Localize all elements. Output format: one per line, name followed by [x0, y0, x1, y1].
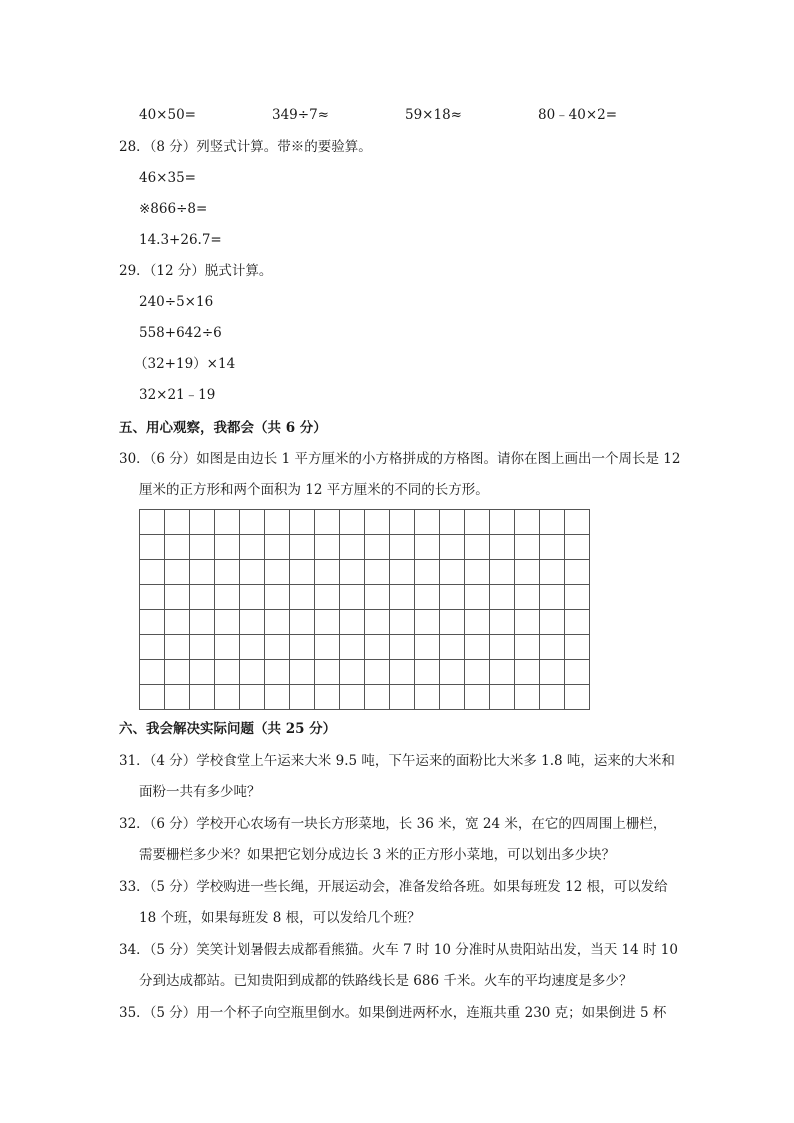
q29-title: 29．（12 分）脱式计算。 [119, 263, 273, 279]
grid-cell[interactable] [340, 635, 365, 660]
grid-cell[interactable] [515, 635, 540, 660]
q33-line-2: 18 个班，如果每班发 8 根，可以发给几个班？ [139, 910, 421, 926]
q33-line-1: 33．（5 分）学校购进一些长绳，开展运动会，准备发给各班。如果每班发 12 根，可以发给 [119, 879, 668, 895]
grid-cell[interactable] [390, 635, 415, 660]
grid-cell[interactable] [340, 510, 365, 535]
grid-cell[interactable] [140, 660, 165, 685]
grid-cell[interactable] [515, 560, 540, 585]
grid-cell[interactable] [290, 685, 315, 710]
grid-cell[interactable] [390, 560, 415, 585]
grid-cell[interactable] [440, 510, 465, 535]
grid-cell[interactable] [540, 635, 565, 660]
grid-cell[interactable] [415, 660, 440, 685]
grid-cell[interactable] [140, 585, 165, 610]
grid-cell[interactable] [190, 610, 215, 635]
grid-cell[interactable] [390, 660, 415, 685]
grid-cell[interactable] [215, 610, 240, 635]
grid-cell[interactable] [315, 560, 340, 585]
grid-cell[interactable] [540, 535, 565, 560]
q32-line-2: 需要栅栏多少米？如果把它划分成边长 3 米的正方形小菜地，可以划出多少块？ [139, 847, 616, 863]
grid-cell[interactable] [490, 535, 515, 560]
grid-cell[interactable] [540, 585, 565, 610]
grid-cell[interactable] [240, 660, 265, 685]
grid-cell[interactable] [165, 560, 190, 585]
grid-cell[interactable] [490, 585, 515, 610]
q29-item-3: （32+19）×14 [134, 356, 236, 372]
grid-cell[interactable] [565, 685, 590, 710]
grid-cell[interactable] [440, 585, 465, 610]
grid-cell[interactable] [265, 510, 290, 535]
section-6-heading: 六、我会解决实际问题（共 25 分） [119, 721, 337, 737]
calc-item-4: 80﹣40×2= [538, 107, 618, 123]
grid-cell[interactable] [415, 685, 440, 710]
grid-cell[interactable] [415, 635, 440, 660]
grid-cell[interactable] [565, 560, 590, 585]
grid-cell[interactable] [565, 510, 590, 535]
grid-cell[interactable] [240, 585, 265, 610]
grid-cell[interactable] [390, 585, 415, 610]
q31-line-2: 面粉一共有多少吨？ [139, 784, 261, 800]
grid-cell[interactable] [365, 660, 390, 685]
grid-cell[interactable] [365, 610, 390, 635]
calc-item-1: 40×50= [139, 107, 196, 123]
grid-cell[interactable] [415, 585, 440, 610]
q32-line-1: 32．（6 分）学校开心农场有一块长方形菜地，长 36 米，宽 24 米，在它的四周围上栅栏， [119, 816, 667, 832]
grid-cell[interactable] [440, 660, 465, 685]
grid-cell[interactable] [315, 510, 340, 535]
grid-cell[interactable] [415, 510, 440, 535]
calc-item-3: 59×18≈ [405, 107, 462, 123]
grid-cell[interactable] [265, 660, 290, 685]
grid-cell[interactable] [440, 610, 465, 635]
grid-cell[interactable] [490, 685, 515, 710]
grid-cell[interactable] [215, 685, 240, 710]
grid-cell[interactable] [315, 635, 340, 660]
grid-cell[interactable] [315, 685, 340, 710]
grid-cell[interactable] [240, 685, 265, 710]
grid-cell[interactable] [315, 660, 340, 685]
q29-item-1: 240÷5×16 [139, 294, 214, 310]
q34-line-1: 34．（5 分）笑笑计划暑假去成都看熊猫。火车 7 时 10 分准时从贵阳站出发，当天 14 时 10 [119, 942, 678, 958]
q29-item-4: 32×21﹣19 [139, 387, 216, 403]
grid-cell[interactable] [190, 585, 215, 610]
grid-cell[interactable] [265, 560, 290, 585]
grid-cell[interactable] [265, 535, 290, 560]
grid-cell[interactable] [440, 685, 465, 710]
grid-cell[interactable] [265, 585, 290, 610]
grid-cell[interactable] [540, 610, 565, 635]
grid-cell[interactable] [140, 510, 165, 535]
grid-cell[interactable] [140, 560, 165, 585]
grid-cell[interactable] [540, 510, 565, 535]
grid-cell[interactable] [240, 560, 265, 585]
grid-cell[interactable] [540, 685, 565, 710]
grid-cell[interactable] [365, 585, 390, 610]
grid-cell[interactable] [340, 585, 365, 610]
grid-cell[interactable] [465, 535, 490, 560]
grid-cell[interactable] [215, 560, 240, 585]
grid-cell[interactable] [165, 660, 190, 685]
grid-cell[interactable] [390, 610, 415, 635]
q28-item-3: 14.3+26.7= [139, 232, 222, 248]
grid-cell[interactable] [215, 510, 240, 535]
grid-cell[interactable] [465, 510, 490, 535]
grid-cell[interactable] [465, 585, 490, 610]
grid-cell[interactable] [390, 510, 415, 535]
grid-cell[interactable] [515, 510, 540, 535]
grid-cell[interactable] [490, 635, 515, 660]
q34-line-2: 分到达成都站。已知贵阳到成都的铁路线长是 686 千米。火车的平均速度是多少？ [139, 973, 633, 989]
grid-cell[interactable] [215, 535, 240, 560]
grid-cell[interactable] [490, 660, 515, 685]
grid-cell[interactable] [365, 560, 390, 585]
grid-cell[interactable] [265, 685, 290, 710]
grid-cell[interactable] [315, 535, 340, 560]
grid-cell[interactable] [490, 510, 515, 535]
grid-cell[interactable] [290, 610, 315, 635]
grid-cell[interactable] [290, 560, 315, 585]
grid-cell[interactable] [240, 610, 265, 635]
grid-cell[interactable] [190, 660, 215, 685]
grid-cell[interactable] [440, 535, 465, 560]
grid-cell[interactable] [315, 610, 340, 635]
grid-cell[interactable] [165, 685, 190, 710]
grid-cell[interactable] [290, 535, 315, 560]
grid-cell[interactable] [190, 560, 215, 585]
calc-item-2: 349÷7≈ [272, 107, 329, 123]
grid-cell[interactable] [340, 660, 365, 685]
grid-cell[interactable] [465, 685, 490, 710]
grid-cell[interactable] [490, 610, 515, 635]
grid-cell[interactable] [565, 610, 590, 635]
q35-line-1: 35．（5 分）用一个杯子向空瓶里倒水。如果倒进两杯水，连瓶共重 230 克；如果倒进 5 杯 [119, 1005, 667, 1021]
grid-cell[interactable] [540, 560, 565, 585]
grid-cell[interactable] [340, 610, 365, 635]
grid-cell[interactable] [140, 635, 165, 660]
grid-cell[interactable] [290, 660, 315, 685]
grid-cell[interactable] [440, 635, 465, 660]
grid-cell[interactable] [215, 585, 240, 610]
grid-cell[interactable] [565, 660, 590, 685]
grid-cell[interactable] [415, 560, 440, 585]
grid-cell[interactable] [340, 560, 365, 585]
grid-cell[interactable] [515, 585, 540, 610]
grid-cell[interactable] [465, 660, 490, 685]
grid-cell[interactable] [515, 535, 540, 560]
grid-cell[interactable] [165, 585, 190, 610]
q29-item-2: 558+642÷6 [139, 325, 222, 341]
grid-cell[interactable] [390, 535, 415, 560]
grid-cell[interactable] [490, 560, 515, 585]
grid-cell[interactable] [465, 560, 490, 585]
grid-cell[interactable] [515, 685, 540, 710]
q31-line-1: 31．（4 分）学校食堂上午运来大米 9.5 吨，下午运来的面粉比大米多 1.8 吨，运来的大米和 [119, 753, 675, 769]
grid-cell[interactable] [365, 685, 390, 710]
grid-cell[interactable] [315, 585, 340, 610]
grid-cell[interactable] [465, 610, 490, 635]
grid-cell[interactable] [190, 685, 215, 710]
grid-cell[interactable] [165, 535, 190, 560]
q30-line-2: 厘米的正方形和两个面积为 12 平方厘米的不同的长方形。 [139, 482, 489, 498]
grid-cell[interactable] [340, 685, 365, 710]
section-5-heading: 五、用心观察，我都会（共 6 分） [119, 420, 327, 436]
grid-cell[interactable] [340, 535, 365, 560]
grid-cell[interactable] [290, 510, 315, 535]
grid-cell[interactable] [565, 635, 590, 660]
grid-cell[interactable] [140, 685, 165, 710]
grid-cell[interactable] [290, 585, 315, 610]
grid-cell[interactable] [165, 510, 190, 535]
grid-cell[interactable] [390, 685, 415, 710]
square-grid[interactable] [139, 509, 590, 710]
grid-cell[interactable] [165, 635, 190, 660]
q30-line-1: 30．（6 分）如图是由边长 1 平方厘米的小方格拼成的方格图。请你在图上画出一个周长是 12 [119, 451, 681, 467]
grid-cell[interactable] [215, 635, 240, 660]
grid-cell[interactable] [365, 510, 390, 535]
grid-cell[interactable] [415, 610, 440, 635]
grid-cell[interactable] [415, 535, 440, 560]
grid-cell[interactable] [515, 610, 540, 635]
q28-item-2: ※866÷8= [139, 201, 208, 217]
grid-cell[interactable] [240, 635, 265, 660]
grid-cell[interactable] [140, 535, 165, 560]
grid-cell[interactable] [515, 660, 540, 685]
grid-cell[interactable] [190, 535, 215, 560]
q28-item-1: 46×35= [139, 170, 196, 186]
grid-cell[interactable] [240, 535, 265, 560]
grid-cell[interactable] [265, 635, 290, 660]
grid-cell[interactable] [240, 510, 265, 535]
grid-cell[interactable] [565, 535, 590, 560]
grid-cell[interactable] [265, 610, 290, 635]
grid-cell[interactable] [365, 535, 390, 560]
grid-cell[interactable] [565, 585, 590, 610]
grid-cell[interactable] [165, 610, 190, 635]
grid-cell[interactable] [365, 635, 390, 660]
grid-cell[interactable] [540, 660, 565, 685]
grid-cell[interactable] [140, 610, 165, 635]
grid-cell[interactable] [290, 635, 315, 660]
grid-cell[interactable] [465, 635, 490, 660]
grid-cell[interactable] [215, 660, 240, 685]
grid-cell[interactable] [190, 635, 215, 660]
grid-cell[interactable] [190, 510, 215, 535]
grid-cell[interactable] [440, 560, 465, 585]
q28-title: 28．（8 分）列竖式计算。带※的要验算。 [119, 139, 372, 155]
